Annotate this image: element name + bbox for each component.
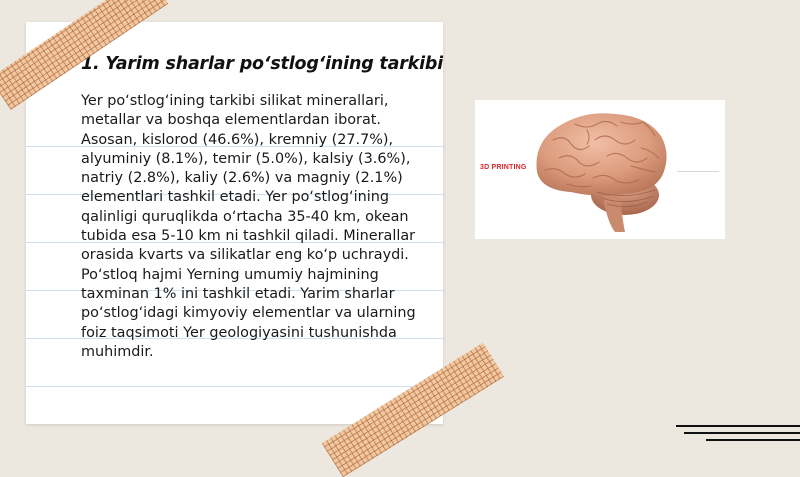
decorative-line	[684, 432, 800, 434]
brand-label: 3D PRINTING	[480, 164, 527, 171]
slide-title: 1. Yarim sharlar po‘stlog‘ining tarkibi	[81, 54, 443, 74]
divider	[677, 171, 719, 172]
slide-body-text: Yer po‘stlog‘ining tarkibi silikat minerallari, metallar va boshqa elementlardan iborat. Asosan, kislorod (46.6%), kremniy (27.7%), alyuminiy (8.1%), temir (5.0%), kalsiy (3.6%), natriy (2.8%), kaliy (2.6%) va magniy (2.1%) elementlari tashkil etadi. Yer po‘stlog‘ining qalinligi quruqlikda o‘rtacha 35-40 km, okean tubida esa 5-10 km ni tashkil qiladi. Minerallar orasida kvarts va silikatlar eng ko‘p uchraydi. Po‘stloq hajmi Yerning umumiy hajmining taxminan 1% ini tashkil etadi. Yarim sharlar po‘stlog‘idagi kimyoviy elementlar va ularning foiz taqsimoti Yer geologiyasini tushunishda muhimdir.	[81, 93, 416, 360]
decorative-line	[676, 425, 800, 427]
rule-line	[26, 386, 443, 387]
notepaper	[26, 22, 443, 424]
brain-image	[475, 100, 725, 239]
decorative-line	[706, 439, 800, 441]
